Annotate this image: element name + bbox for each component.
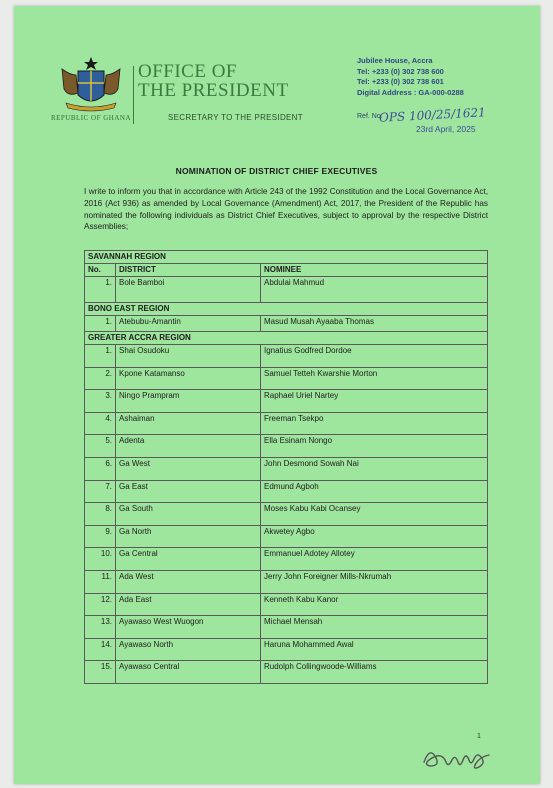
district-name: Ada West	[116, 570, 261, 593]
address-line: Tel: +233 (0) 302 738 601	[357, 77, 444, 86]
table-row	[85, 435, 488, 458]
header-district: DISTRICT	[116, 264, 261, 277]
office-title-line1: OFFICE OF	[138, 61, 237, 82]
table-row	[85, 457, 488, 480]
nominee-name: Michael Mensah	[261, 616, 488, 639]
district-name: Ada East	[116, 593, 261, 616]
table-row	[85, 570, 488, 593]
address-block	[357, 56, 464, 98]
nominee-name: Ella Esinam Nongo	[261, 435, 488, 458]
district-name: Ga East	[116, 480, 261, 503]
row-number: 6.	[85, 457, 116, 480]
district-name: Ga West	[116, 457, 261, 480]
ref-number: OPS 100/25/1621	[378, 105, 487, 125]
row-number: 11.	[85, 570, 116, 593]
table-row	[85, 661, 488, 684]
table-row	[85, 345, 488, 368]
nominee-name: Jerry John Foreigner Mills-Nkrumah	[261, 570, 488, 593]
table-row	[85, 367, 488, 390]
nominee-name: Abdulai Mahmud	[261, 277, 488, 303]
district-name: Ga South	[116, 503, 261, 526]
region-name: SAVANNAH REGION	[85, 251, 488, 264]
row-number: 14.	[85, 638, 116, 661]
table-row	[85, 525, 488, 548]
district-name: Ga North	[116, 525, 261, 548]
district-name: Adenta	[116, 435, 261, 458]
address-line: Tel: +233 (0) 302 738 600	[357, 66, 444, 76]
district-name: Ayawaso North	[116, 638, 261, 661]
row-number: 8.	[85, 503, 116, 526]
region-row	[85, 251, 488, 264]
nominee-name: Akwetey Agbo	[261, 525, 488, 548]
document-title: NOMINATION OF DISTRICT CHIEF EXECUTIVES	[175, 166, 378, 176]
table-row	[85, 503, 488, 526]
coat-of-arms-icon	[56, 55, 126, 113]
row-number: 4.	[85, 412, 116, 435]
nominee-name: John Desmond Sowah Nai	[261, 457, 488, 480]
address-line: Jubilee House, Accra	[357, 56, 433, 65]
district-name: Kpone Katamanso	[116, 367, 261, 390]
district-name: Atebubu-Amantin	[116, 316, 261, 332]
region-name: GREATER ACCRA REGION	[85, 332, 488, 345]
nominee-name: Edmund Agboh	[261, 480, 488, 503]
letter-date: 23rd April, 2025	[416, 124, 476, 134]
district-name: Bole Bamboi	[116, 277, 261, 303]
signature-icon	[418, 736, 508, 772]
row-number: 7.	[85, 480, 116, 503]
table-row	[85, 480, 488, 503]
table-row	[85, 390, 488, 413]
row-number: 12.	[85, 593, 116, 616]
nominee-name: Ignatius Godfred Dordoe	[261, 345, 488, 368]
nominee-name: Haruna Mohammed Awal	[261, 638, 488, 661]
header-no: No.	[85, 264, 116, 277]
region-row	[85, 332, 488, 345]
nominee-name: Freeman Tsekpo	[261, 412, 488, 435]
row-number: 10.	[85, 548, 116, 571]
nominee-name: Samuel Tetteh Kwarshie Morton	[261, 367, 488, 390]
region-row	[85, 303, 488, 316]
nominee-name: Emmanuel Adotey Allotey	[261, 548, 488, 571]
letterhead-divider	[133, 66, 134, 124]
row-number: 3.	[85, 390, 116, 413]
table-row	[85, 412, 488, 435]
office-title	[138, 62, 289, 100]
nominee-name: Kenneth Kabu Kanor	[261, 593, 488, 616]
district-name: Ningo Prampram	[116, 390, 261, 413]
nominee-name: Masud Musah Ayaaba Thomas	[261, 316, 488, 332]
district-name: Ashaiman	[116, 412, 261, 435]
table-row	[85, 316, 488, 332]
district-name: Shai Osudoku	[116, 345, 261, 368]
nominee-name: Raphael Uriel Nartey	[261, 390, 488, 413]
table-row	[85, 548, 488, 571]
row-number: 9.	[85, 525, 116, 548]
ref-label: Ref. No.	[357, 113, 383, 120]
header-nominee: NOMINEE	[261, 264, 488, 277]
nominee-name: Moses Kabu Kabi Ocansey	[261, 503, 488, 526]
table-row	[85, 616, 488, 639]
district-name: Ayawaso Central	[116, 661, 261, 684]
crest-caption: REPUBLIC OF GHANA	[50, 114, 132, 122]
row-number: 15.	[85, 661, 116, 684]
table-row	[85, 593, 488, 616]
row-number: 13.	[85, 616, 116, 639]
region-name: BONO EAST REGION	[85, 303, 488, 316]
table-row	[85, 638, 488, 661]
row-number: 2.	[85, 367, 116, 390]
district-name: Ga Central	[116, 548, 261, 571]
table-header-row	[85, 264, 488, 277]
row-number: 1.	[85, 277, 116, 303]
address-line: Digital Address : GA-000-0288	[357, 87, 464, 97]
office-title-line2: THE PRESIDENT	[138, 80, 289, 101]
row-number: 5.	[85, 435, 116, 458]
table-row	[85, 277, 488, 303]
nominees-table	[84, 250, 488, 684]
district-name: Ayawaso West Wuogon	[116, 616, 261, 639]
row-number: 1.	[85, 345, 116, 368]
secretary-label: SECRETARY TO THE PRESIDENT	[168, 113, 303, 122]
page-number: 1	[477, 733, 481, 740]
row-number: 1.	[85, 316, 116, 332]
nominee-name: Rudolph Collingwoode-Williams	[261, 661, 488, 684]
intro-paragraph: I write to inform you that in accordance with Article 243 of the 1992 Constitution and the Local Governance Act, 2016 (Act 936) as amended by Local Governance (Amendment) Act, 2017, the President of the Republic has nominated the following individuals as District Chief Executives, subject to approval by the respective District Assemblies;	[84, 187, 488, 232]
